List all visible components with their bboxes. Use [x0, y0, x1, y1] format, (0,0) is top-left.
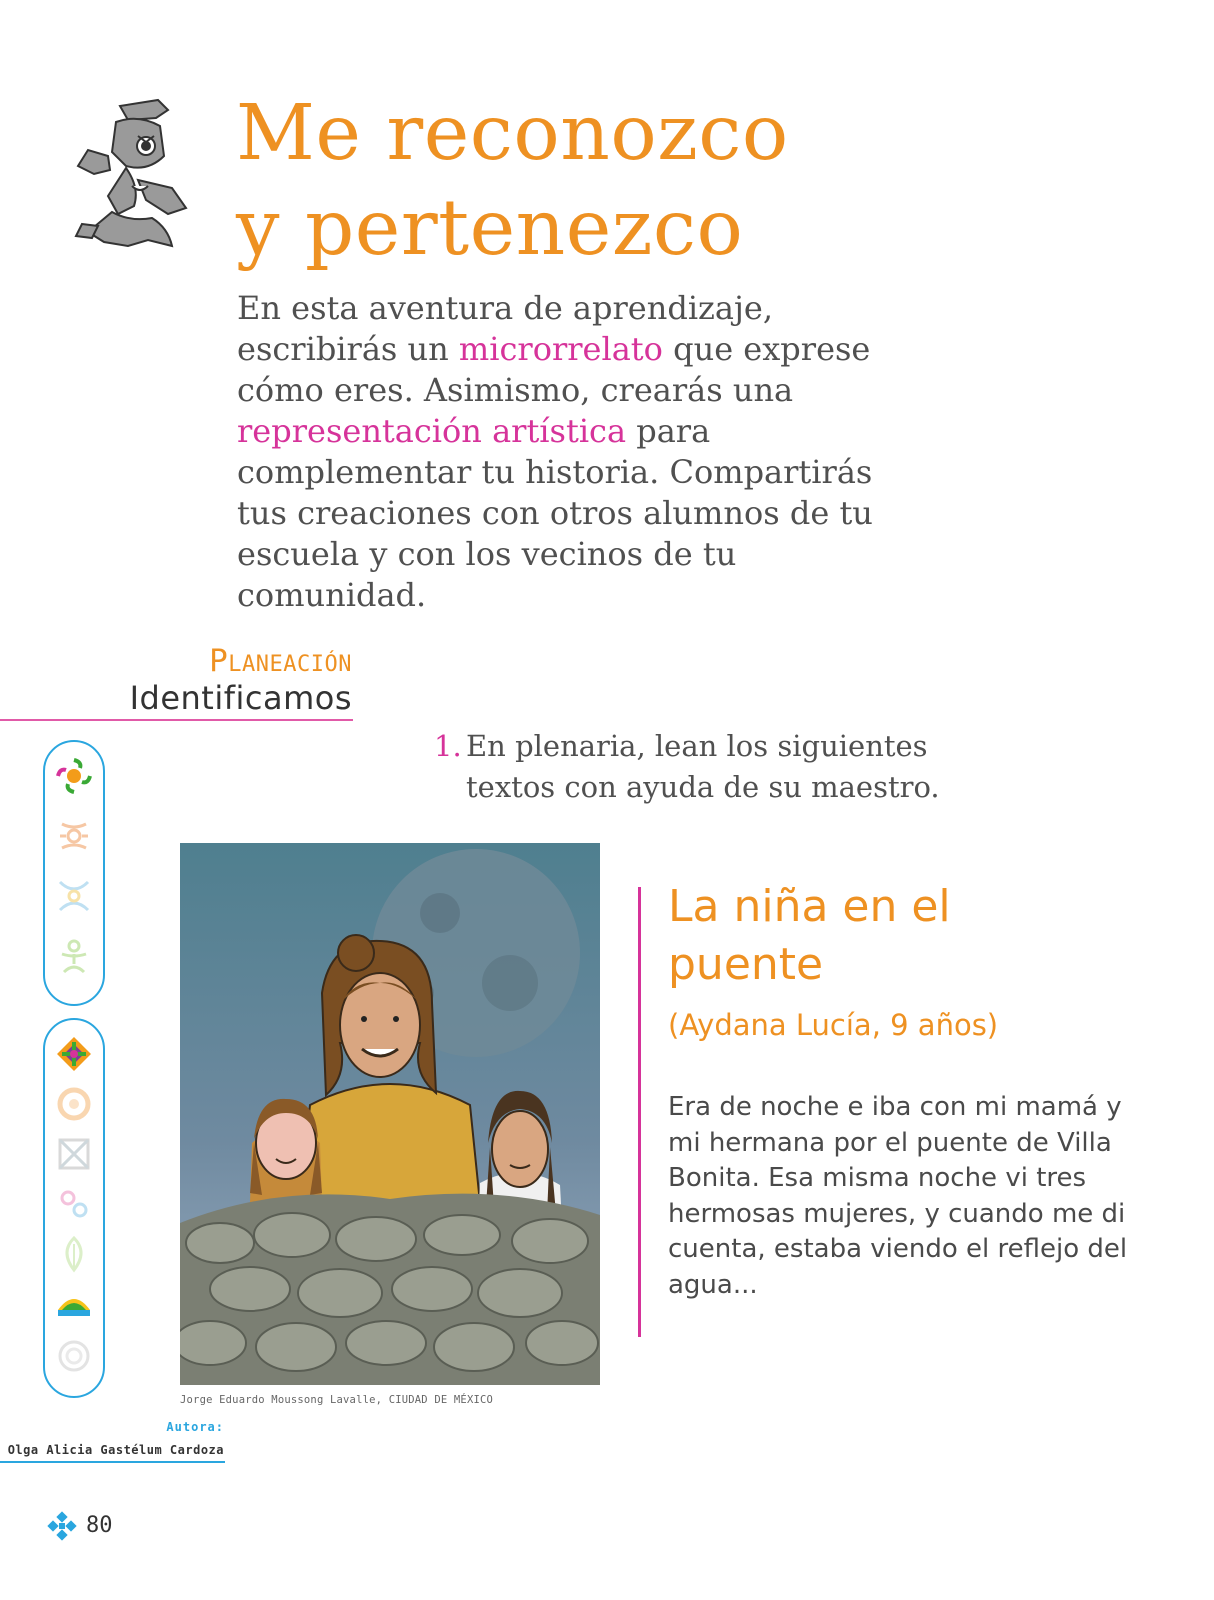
intro-paragraph — [237, 288, 917, 616]
story-title-line2: puente — [668, 939, 824, 990]
section-divider — [0, 719, 353, 721]
page-title — [236, 86, 789, 276]
instruction-line2: textos con ayuda de su maestro. — [466, 770, 940, 804]
eje-lectura-icon — [54, 1284, 94, 1324]
codex-glyph-icon — [68, 96, 200, 254]
eje-interculturalidad-icon — [54, 1134, 94, 1174]
campo-etica-icon — [54, 876, 94, 916]
instruction-number: 1. — [434, 729, 462, 763]
section-sublabel: Identificamos — [129, 679, 352, 717]
story-body: Era de noche e iba con mi mamá y mi hermana por el puente de Villa Bonita. Esa misma noche vi tres hermosas mujeres, y cuando me di cuenta, estaba viendo el reflejo del agua... — [668, 1092, 1128, 1300]
page-marker-icon — [47, 1511, 77, 1541]
ejes-articuladores-strip — [43, 1018, 105, 1398]
intro-highlight-representacion: representación artística — [237, 412, 627, 450]
author-divider — [0, 1461, 225, 1463]
section-label: Planeación — [209, 643, 352, 679]
intro-text-3: para complementar tu historia. Compartirás tus creaciones con otros alumnos de tu escuela y con los vecinos de tu comunidad. — [237, 412, 873, 614]
author-name: Olga Alicia Gastélum Cardoza — [7, 1443, 224, 1457]
intro-highlight-microrrelato: microrrelato — [458, 330, 663, 368]
page-title-line2: y pertenezco — [236, 184, 744, 273]
instruction-line1: En plenaria, lean los siguientes — [466, 729, 928, 763]
eje-vida-saludable-icon — [54, 1234, 94, 1274]
story-illustration — [180, 843, 600, 1385]
campo-humano-icon — [54, 936, 94, 976]
eje-artes-icon — [54, 1336, 94, 1376]
story-byline: (Aydana Lucía, 9 años) — [668, 1008, 999, 1042]
campos-formativos-strip — [43, 740, 105, 1006]
story-accent-bar — [638, 887, 641, 1337]
intro-text-2: que exprese cómo eres. Asimismo, crearás una — [237, 330, 871, 409]
eje-igualdad-icon — [54, 1184, 94, 1224]
illustration-credit: Jorge Eduardo Moussong Lavalle, CIUDAD DE MÉXICO — [180, 1394, 494, 1406]
campo-lenguajes-icon — [54, 756, 94, 796]
eje-pensamiento-icon — [54, 1084, 94, 1124]
instruction-item-1 — [434, 726, 994, 808]
story-title — [668, 878, 1168, 994]
story-title-line1: La niña en el — [668, 881, 951, 932]
author-label: Autora: — [166, 1420, 224, 1434]
page-title-line1: Me reconozco — [236, 89, 789, 178]
intro-text-1: En esta aventura de aprendizaje, escribirás un — [237, 289, 774, 368]
page-number: 80 — [86, 1513, 113, 1538]
eje-inclusion-icon — [54, 1034, 94, 1074]
campo-saberes-icon — [54, 816, 94, 856]
